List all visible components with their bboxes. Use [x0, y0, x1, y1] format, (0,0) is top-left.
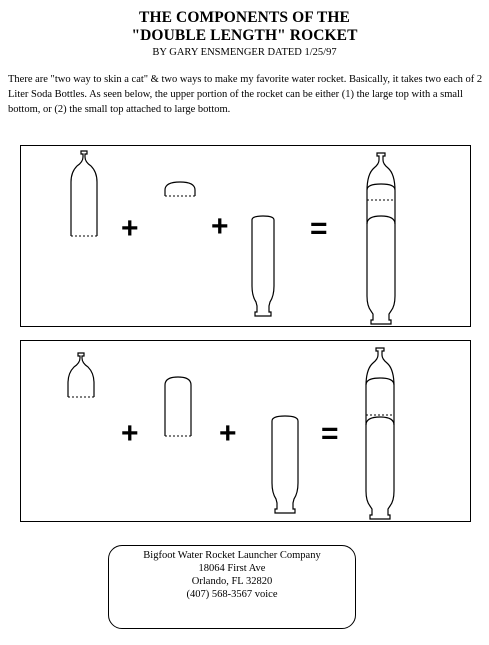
equals-sign: =	[321, 417, 339, 450]
full-bottle	[272, 416, 298, 513]
large-bottle-top	[71, 151, 97, 236]
title-line-1: THE COMPONENTS OF THE	[139, 9, 350, 26]
diagram-option-2	[20, 340, 471, 522]
intro-paragraph: There are "two way to skin a cat" & two ways to make my favorite water rocket. Basically, it takes two each of 2 Liter Soda Bottles. As seen below, the upper portion of the rocket can be either (1) the large top with a small bottom, or (2) the small top attached to large bottom.	[8, 74, 483, 115]
phone-number: (407) 568-3567 voice	[186, 589, 278, 600]
street-address: 18064 First Ave	[198, 563, 266, 574]
company-name: Bigfoot Water Rocket Launcher Company	[143, 550, 321, 561]
option-1-drawing	[21, 146, 472, 328]
option-2-drawing	[21, 341, 472, 523]
plus-sign-1: +	[121, 417, 139, 450]
large-bottle-bottom	[165, 377, 191, 436]
plus-sign-1: +	[121, 212, 139, 245]
full-bottle	[252, 216, 274, 316]
small-bottle-top	[68, 353, 94, 397]
assembled-rocket	[366, 348, 394, 519]
company-address-box	[108, 545, 356, 629]
diagram-option-1	[20, 145, 471, 327]
plus-sign-2: +	[211, 210, 229, 243]
assembled-rocket	[367, 153, 395, 324]
plus-sign-2: +	[219, 417, 237, 450]
city-state-zip: Orlando, FL 32820	[191, 576, 273, 587]
equals-sign: =	[310, 212, 328, 245]
title-line-2: "DOUBLE LENGTH" ROCKET	[131, 27, 358, 44]
small-bottle-bottom	[165, 182, 195, 196]
author-date-byline: BY GARY ENSMENGER DATED 1/25/97	[152, 47, 337, 58]
